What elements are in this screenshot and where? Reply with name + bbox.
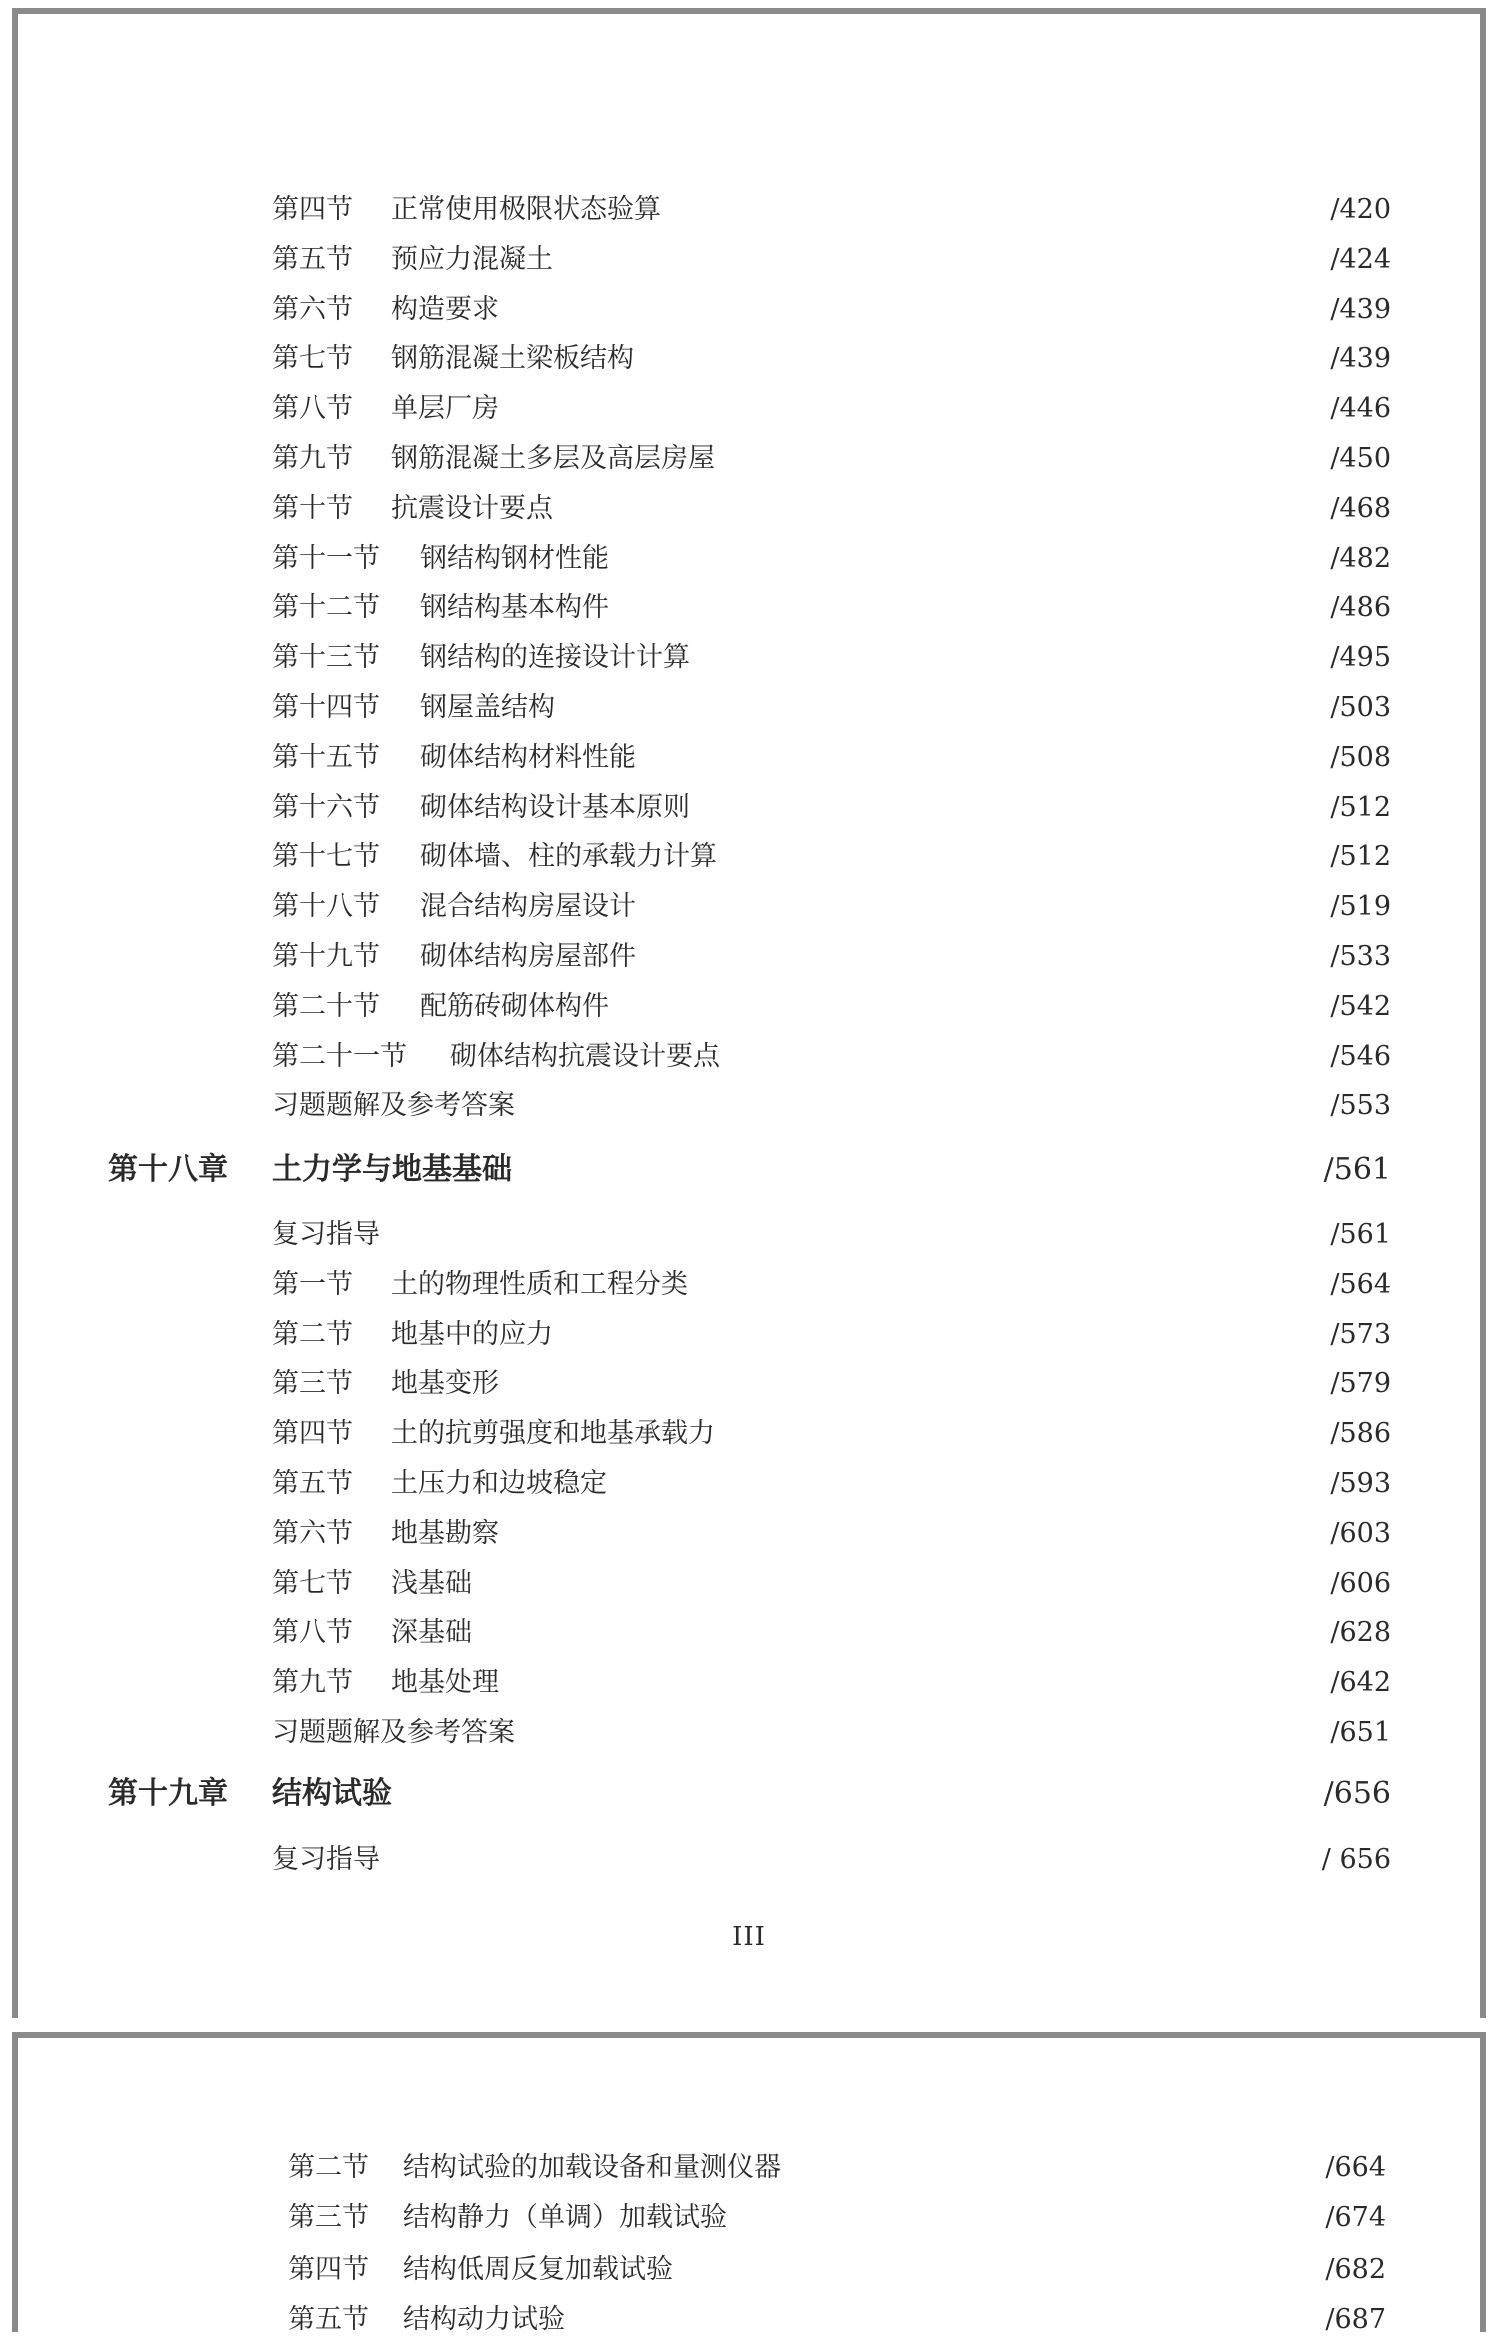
page-ref: /606 (1330, 1567, 1391, 1599)
page-ref: /593 (1330, 1468, 1391, 1499)
section-title: 钢屋盖结构 (420, 692, 555, 723)
section-label: 第七节 (272, 343, 353, 375)
chapter-label: 第十九章 (108, 1776, 228, 1811)
section-title: 钢筋混凝土多层及高层房屋 (391, 443, 715, 474)
page-ref: /687 (1325, 2304, 1386, 2335)
chapter-title: 结构试验 (272, 1776, 392, 1811)
section-title: 钢结构基本构件 (420, 592, 609, 624)
section-label: 第十八节 (272, 891, 380, 923)
section-label: 第五节 (288, 2304, 369, 2335)
page-ref: /512 (1330, 841, 1391, 873)
toc-entry-row (272, 240, 1391, 280)
section-label: 第九节 (272, 1667, 353, 1699)
page-ref: /682 (1325, 2254, 1386, 2285)
page-ref: /628 (1330, 1617, 1391, 1649)
toc-entry-row (272, 389, 1391, 429)
section-title: 复习指导 (272, 1844, 380, 1875)
section-label: 第六节 (272, 293, 353, 325)
section-label: 第五节 (272, 1468, 353, 1499)
toc-entry-row (288, 2300, 1386, 2340)
page-ref: /542 (1330, 990, 1391, 1022)
section-label: 第十二节 (272, 592, 380, 624)
toc-entry-row (272, 1613, 1391, 1653)
section-title: 结构试验的加载设备和量测仪器 (403, 2152, 781, 2183)
section-label: 第二十一节 (272, 1040, 407, 1072)
toc-entry-row (272, 837, 1391, 877)
page-ref: /664 (1325, 2152, 1386, 2183)
section-label: 第十三节 (272, 642, 380, 674)
page-ref: /586 (1330, 1418, 1391, 1450)
page-ref: /468 (1330, 492, 1391, 524)
toc-page-upper (12, 8, 1486, 2018)
page-ref: /420 (1330, 194, 1391, 225)
chapter-label: 第十八章 (108, 1152, 228, 1187)
section-title: 浅基础 (391, 1567, 472, 1599)
section-title: 习题题解及参考答案 (272, 1090, 515, 1122)
page-ref: /656 (1323, 1776, 1391, 1811)
toc-entry-row (272, 1215, 1391, 1255)
page-ref: /450 (1330, 443, 1391, 474)
page-ref: /561 (1323, 1152, 1391, 1187)
section-label: 第十九节 (272, 941, 380, 972)
section-label: 第八节 (272, 393, 353, 425)
toc-entry-row (272, 1514, 1391, 1554)
toc-chapter-row (108, 1150, 1391, 1190)
toc-entry-row (272, 987, 1391, 1027)
toc-entry-row (272, 937, 1391, 977)
page-ref: /603 (1330, 1517, 1391, 1549)
section-label: 第十六节 (272, 791, 380, 823)
section-label: 第十一节 (272, 542, 380, 574)
section-label: 第十五节 (272, 741, 380, 773)
page-ref: /546 (1330, 1040, 1391, 1072)
page-ref: /533 (1330, 941, 1391, 972)
toc-entry-row (272, 339, 1391, 379)
section-title: 习题题解及参考答案 (272, 1717, 515, 1748)
section-title: 复习指导 (272, 1219, 380, 1250)
toc-entry-row (272, 638, 1391, 678)
section-label: 第十七节 (272, 841, 380, 873)
toc-chapter-row (108, 1774, 1391, 1814)
toc-entry-row (272, 1713, 1391, 1753)
section-title: 地基中的应力 (391, 1318, 553, 1350)
section-label: 第二节 (272, 1318, 353, 1350)
section-title: 砌体结构材料性能 (420, 741, 636, 773)
toc-entry-row (272, 1364, 1391, 1404)
page-ref: / 656 (1321, 1844, 1391, 1875)
section-title: 钢筋混凝土梁板结构 (391, 343, 634, 375)
section-title: 构造要求 (391, 293, 499, 325)
toc-entry-row (272, 539, 1391, 579)
section-label: 第九节 (272, 443, 353, 474)
section-title: 地基变形 (391, 1368, 499, 1400)
page-ref: /446 (1330, 393, 1391, 425)
toc-page-lower (12, 2032, 1486, 2335)
section-label: 第四节 (272, 1418, 353, 1450)
section-label: 第一节 (272, 1268, 353, 1300)
section-title: 钢结构钢材性能 (420, 542, 609, 574)
section-title: 砌体结构设计基本原则 (420, 791, 690, 823)
toc-entry-row (272, 290, 1391, 330)
page-ref: /642 (1330, 1667, 1391, 1699)
section-label: 第十节 (272, 492, 353, 524)
toc-entry-row (288, 2250, 1386, 2290)
section-label: 第六节 (272, 1517, 353, 1549)
section-title: 结构低周反复加载试验 (403, 2254, 673, 2285)
page-ref: /561 (1330, 1219, 1391, 1250)
toc-entry-row (288, 2148, 1386, 2188)
toc-entry-row (272, 738, 1391, 778)
section-label: 第二节 (288, 2152, 369, 2183)
toc-entry-row (288, 2198, 1386, 2238)
page-ref: /651 (1330, 1717, 1391, 1748)
section-title: 配筋砖砌体构件 (420, 990, 609, 1022)
section-title: 土压力和边坡稳定 (391, 1468, 607, 1499)
page-ref: /579 (1330, 1368, 1391, 1400)
section-label: 第十四节 (272, 692, 380, 723)
page-ref: /573 (1330, 1318, 1391, 1350)
toc-entry-row (272, 688, 1391, 728)
toc-entry-row (272, 190, 1391, 230)
page-ref: /519 (1330, 891, 1391, 923)
section-title: 结构动力试验 (403, 2304, 565, 2335)
section-title: 土的抗剪强度和地基承载力 (391, 1418, 715, 1450)
page-ref: /553 (1330, 1090, 1391, 1122)
section-label: 第三节 (272, 1368, 353, 1400)
section-title: 预应力混凝土 (391, 243, 553, 275)
section-label: 第三节 (288, 2202, 369, 2233)
section-label: 第二十节 (272, 990, 380, 1022)
section-label: 第八节 (272, 1617, 353, 1649)
toc-entry-row (272, 788, 1391, 828)
section-title: 结构静力（单调）加载试验 (403, 2202, 727, 2233)
section-title: 钢结构的连接设计计算 (420, 642, 690, 674)
page-ref: /495 (1330, 642, 1391, 674)
toc-entry-row (272, 1564, 1391, 1604)
page-ref: /482 (1330, 542, 1391, 574)
section-title: 砌体结构抗震设计要点 (450, 1040, 720, 1072)
toc-entry-row (272, 1414, 1391, 1454)
toc-entry-row (272, 1315, 1391, 1355)
section-title: 地基处理 (391, 1667, 499, 1699)
toc-entry-row (272, 439, 1391, 479)
section-title: 土的物理性质和工程分类 (391, 1268, 688, 1300)
toc-entry-row (272, 1037, 1391, 1077)
section-title: 地基勘察 (391, 1517, 499, 1549)
section-title: 单层厂房 (391, 393, 499, 425)
section-label: 第四节 (272, 194, 353, 225)
section-label: 第五节 (272, 243, 353, 275)
toc-entry-row (272, 1840, 1391, 1880)
section-title: 抗震设计要点 (391, 492, 553, 524)
section-title: 混合结构房屋设计 (420, 891, 636, 923)
toc-entry-row (272, 1265, 1391, 1305)
toc-entry-row (272, 1663, 1391, 1703)
toc-entry-row (272, 489, 1391, 529)
section-title: 深基础 (391, 1617, 472, 1649)
page-ref: /674 (1325, 2202, 1386, 2233)
page-ref: /439 (1330, 343, 1391, 375)
toc-entry-row (272, 588, 1391, 628)
section-title: 正常使用极限状态验算 (391, 194, 661, 225)
page-ref: /486 (1330, 592, 1391, 624)
page-ref: /439 (1330, 293, 1391, 325)
page-ref: /564 (1330, 1268, 1391, 1300)
page-ref: /512 (1330, 791, 1391, 823)
page-ref: /503 (1330, 692, 1391, 723)
chapter-title: 土力学与地基基础 (272, 1152, 512, 1187)
page-ref: /508 (1330, 741, 1391, 773)
section-title: 砌体结构房屋部件 (420, 941, 636, 972)
page-number: III (732, 1922, 766, 1952)
toc-entry-row (272, 887, 1391, 927)
section-title: 砌体墙、柱的承载力计算 (420, 841, 717, 873)
toc-entry-row (272, 1086, 1391, 1126)
page-ref: /424 (1330, 243, 1391, 275)
toc-entry-row (272, 1464, 1391, 1504)
section-label: 第七节 (272, 1567, 353, 1599)
section-label: 第四节 (288, 2254, 369, 2285)
